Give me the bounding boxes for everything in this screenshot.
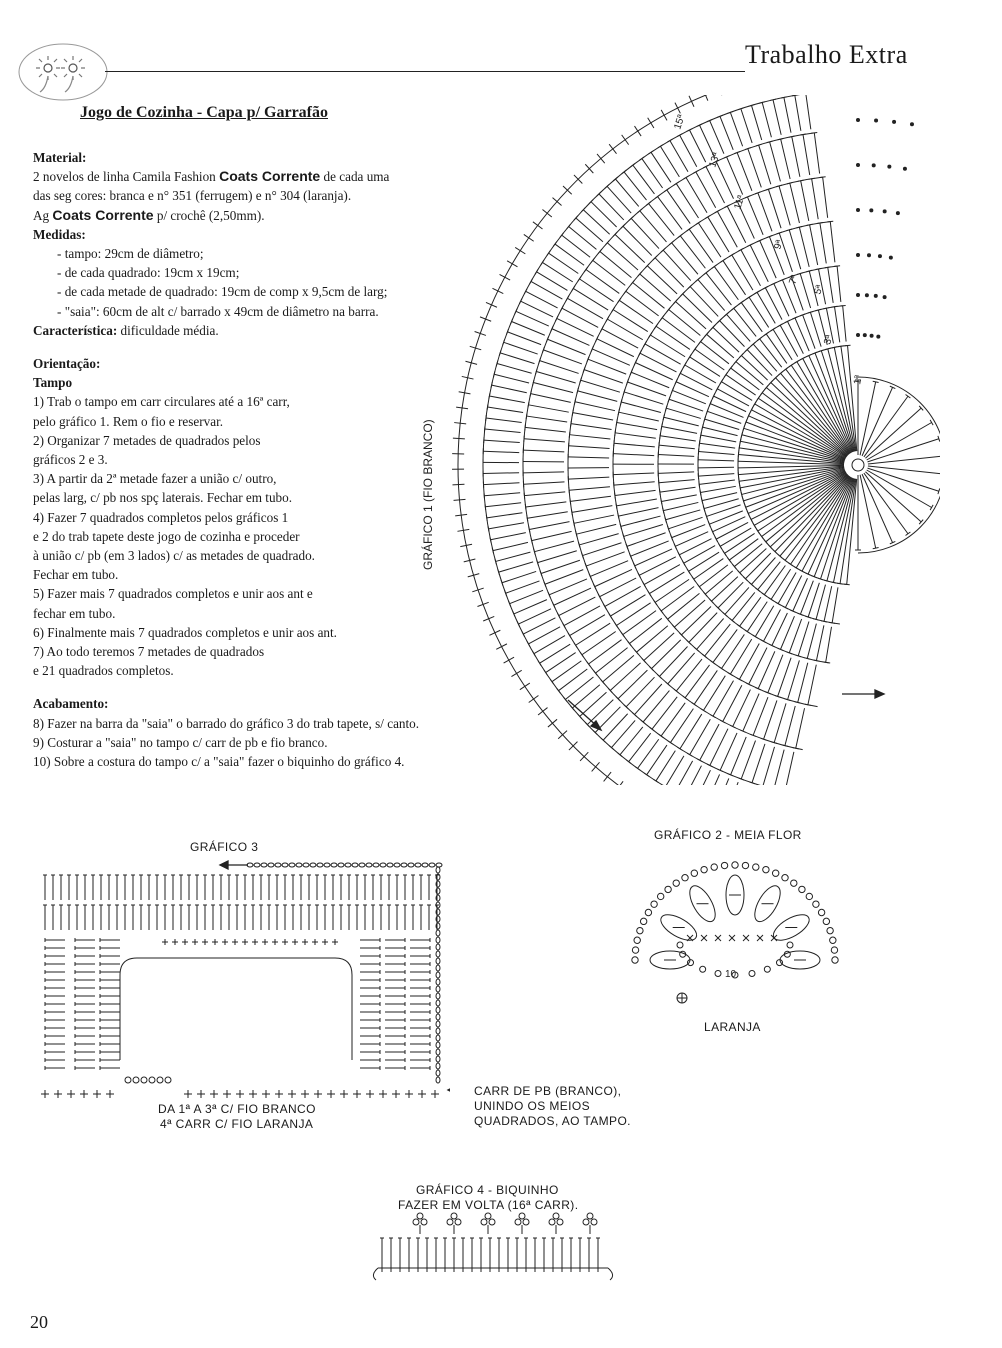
orientacao-heading: Orientação: (33, 356, 101, 372)
grafico-1-chart (420, 95, 940, 785)
direction-arrow-icon (220, 861, 248, 869)
step-line: pelo gráfico 1. Rem o fio e reservar. (33, 413, 224, 429)
step-line: 4) Fazer 7 quadrados completos pelos gráficos 1 (33, 509, 289, 525)
round-label: 1ª (852, 374, 865, 386)
grafico-3-note: QUADRADOS, AO TAMPO. (474, 1114, 631, 1128)
round-label: 7ª (787, 273, 801, 286)
step-line: Fechar em tubo. (33, 567, 119, 583)
grafico-2-color-label: LARANJA (704, 1020, 761, 1034)
instructions-column (33, 148, 473, 771)
tampo-subheading: Tampo (33, 375, 73, 391)
medida-item: - "saia": 60cm de alt c/ barrado x 49cm de diâmetro na barra. (57, 303, 379, 319)
picot-stitches (373, 1213, 612, 1280)
grafico-2-number: 10 (725, 969, 737, 980)
section-title: Trabalho Extra (745, 40, 908, 69)
finish-line: 9) Costurar a "saia" no tampo c/ carr de pb e fio branco. (33, 734, 328, 750)
grafico-3-note: UNINDO OS MEIOS (474, 1099, 591, 1113)
material-line-2: das seg cores: branca e n° 351 (ferrugem) e n° 304 (laranja). (33, 188, 352, 204)
direction-arrow-icon (448, 1086, 450, 1094)
grafico-4-chart (368, 1212, 618, 1282)
flower-logo-icon (18, 42, 108, 102)
brand-name: Coats Corrente (219, 168, 321, 185)
step-line: à união c/ pb (em 3 lados) c/ as metades de quadrado. (33, 548, 315, 564)
round-label: 15ª (672, 113, 688, 131)
round-label: 3ª (822, 333, 836, 346)
needle-line: Ag Coats Corrente p/ crochê (2,50mm). (33, 206, 265, 223)
header-divider (105, 71, 745, 72)
grafico-2-chart (605, 845, 865, 1015)
round-label: 11ª (732, 194, 748, 211)
grafico-1-label: GRÁFICO 1 (FIO BRANCO) (421, 419, 435, 570)
round-label: 5ª (812, 283, 826, 296)
finish-line: 8) Fazer na barra da "saia" o barrado do gráfico 3 do trab tapete, s/ canto. (33, 715, 420, 731)
medida-item: - de cada quadrado: 19cm x 19cm; (57, 265, 240, 281)
grafico-3-title: GRÁFICO 3 (190, 840, 259, 854)
direction-arrow-icon (842, 690, 884, 698)
caracteristica-line: Característica: dificuldade média. (33, 322, 219, 338)
step-line: 1) Trab o tampo em carr circulares até a 16ª carr, (33, 394, 290, 410)
direction-arrow-icon (568, 700, 601, 730)
step-line: gráficos 2 e 3. (33, 452, 108, 468)
material-heading: Material: (33, 150, 87, 165)
round-label: 13ª (707, 151, 723, 169)
border-stitches (41, 863, 442, 1098)
half-flower-stitches (632, 862, 838, 1003)
grafico-2-title: GRÁFICO 2 - MEIA FLOR (654, 828, 802, 842)
step-line: e 2 do trab tapete deste jogo de cozinha e proceder (33, 528, 300, 544)
grafico-4-subtitle: FAZER EM VOLTA (16ª CARR). (398, 1198, 579, 1212)
material-line-1: 2 novelos de linha Camila Fashion Coats Corrente de cada uma (33, 168, 390, 185)
round-label: 9ª (772, 238, 786, 251)
grafico-3-chart (30, 855, 450, 1105)
step-line: 6) Finalmente mais 7 quadrados completos e unir aos ant. (33, 624, 337, 640)
step-line: 2) Organizar 7 metades de quadrados pelos (33, 432, 261, 448)
medida-item: - tampo: 29cm de diâmetro; (57, 246, 204, 262)
page-number: 20 (30, 1312, 48, 1332)
step-line: pelas larg, c/ pb nos spç laterais. Fechar em tubo. (33, 490, 293, 506)
grafico-4-title: GRÁFICO 4 - BIQUINHO (416, 1183, 559, 1197)
acabamento-heading: Acabamento: (33, 696, 109, 712)
step-line: 7) Ao todo teremos 7 metades de quadrados (33, 644, 265, 660)
grafico-3-label: DA 1ª A 3ª C/ FIO BRANCO (158, 1102, 316, 1116)
medidas-heading: Medidas: (33, 226, 86, 242)
finish-line: 10) Sobre a costura do tampo c/ a "saia" fazer o biquinho do gráfico 4. (33, 754, 405, 770)
step-line: 3) A partir da 2ª metade fazer a união c/ outro, (33, 471, 277, 487)
grafico-3-note: CARR DE PB (BRANCO), (474, 1084, 622, 1098)
medida-item: - de cada metade de quadrado: 19cm de comp x 9,5cm de larg; (57, 284, 388, 300)
pattern-title: Jogo de Cozinha - Capa p/ Garrafão (80, 104, 328, 121)
step-line: 5) Fazer mais 7 quadrados completos e unir aos ant e (33, 586, 313, 602)
brand-name: Coats Corrente (52, 206, 154, 223)
step-line: fechar em tubo. (33, 605, 116, 621)
step-line: e 21 quadrados completos. (33, 663, 174, 679)
fan-stitches (452, 95, 940, 785)
grafico-3-label: 4ª CARR C/ FIO LARANJA (160, 1117, 314, 1131)
